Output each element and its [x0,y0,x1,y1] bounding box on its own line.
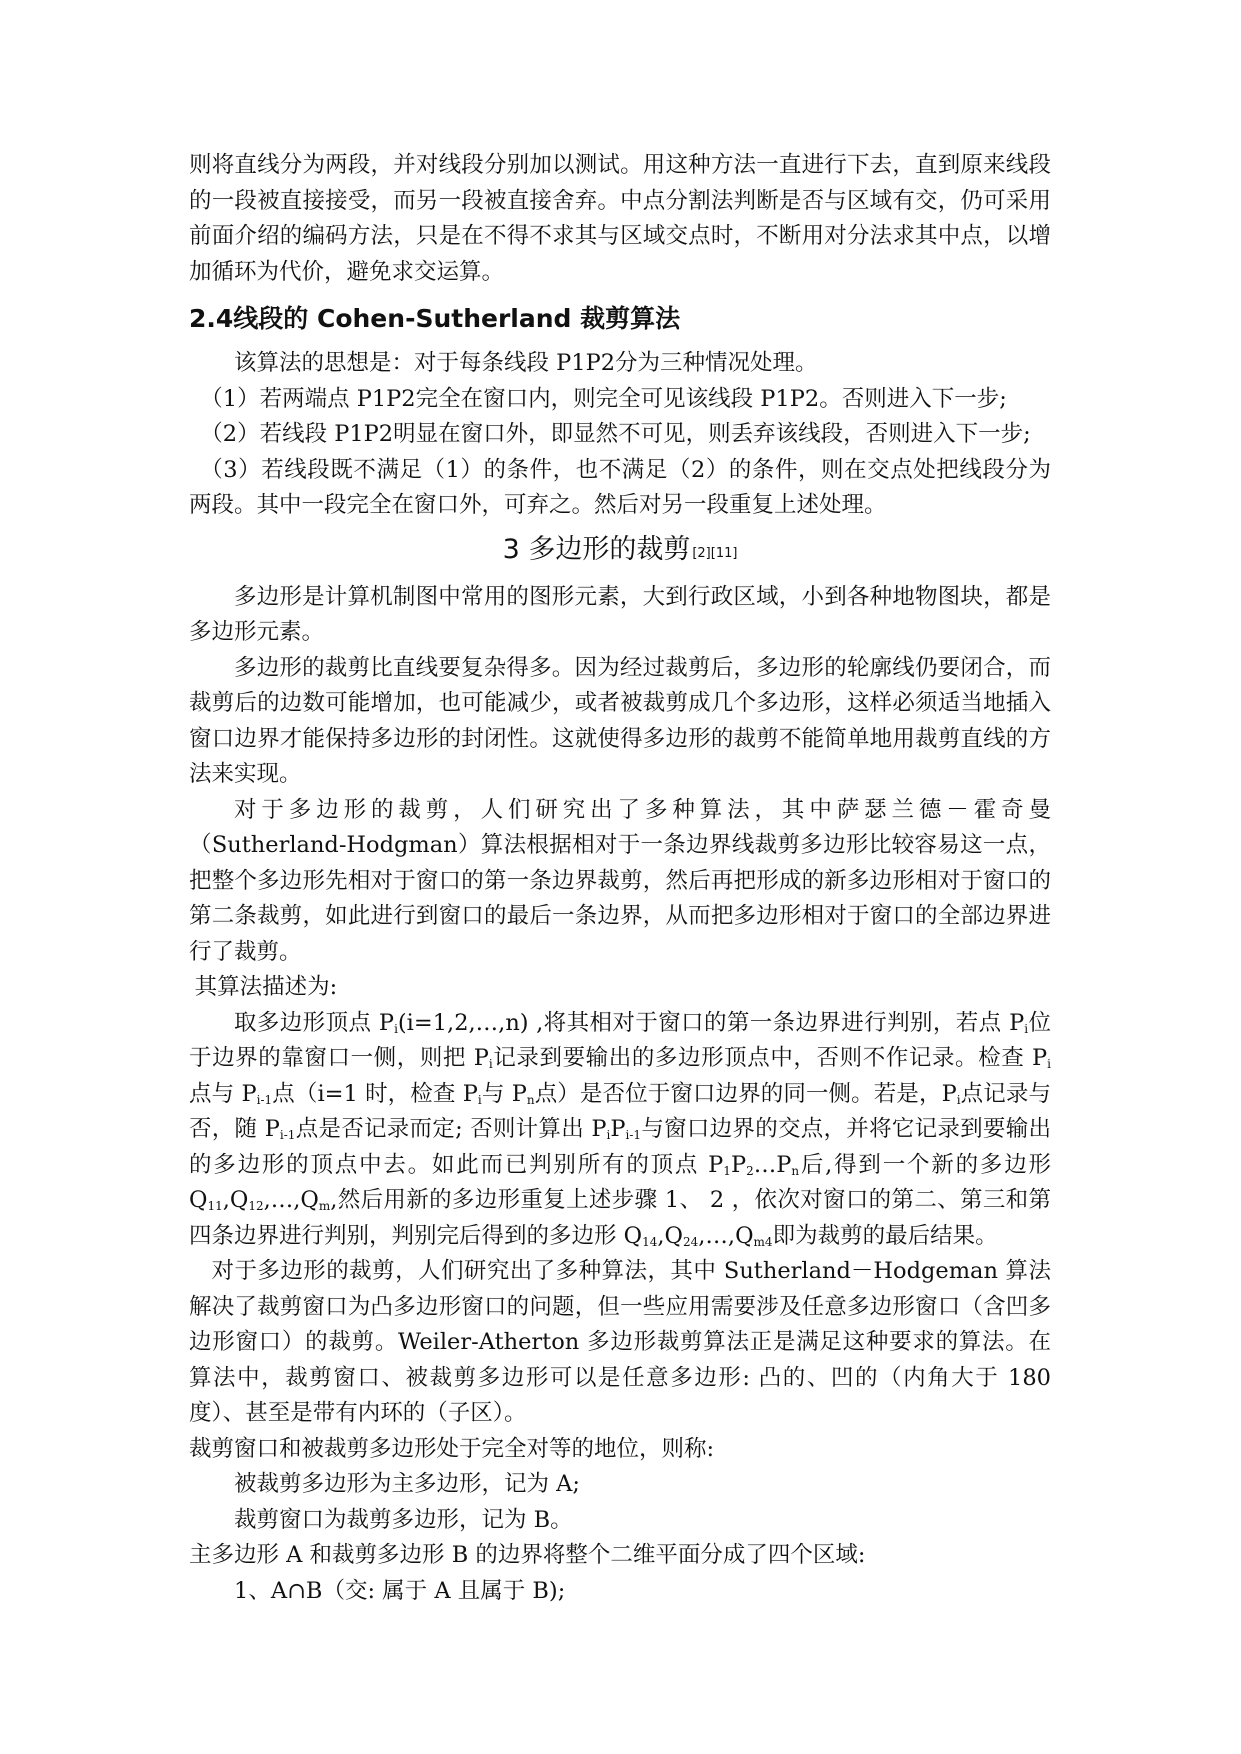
algo-subscript: i [1024,1021,1029,1036]
algo-subscript: i [956,1092,961,1107]
algo-text: 点（i=1 时，检查 P [272,1080,478,1107]
algo-subscript: 2 [746,1163,754,1178]
section-3-heading [189,528,1051,572]
algo-text: ,Q [657,1222,683,1249]
algo-subscript: i-1 [256,1092,273,1107]
algo-text: 点与 P [189,1080,257,1107]
algo-text: 后,得到一个新的多边形 Q [189,1151,1051,1213]
algo-subscript: i [1047,1057,1052,1071]
algorithm-label: 其算法描述为: [194,974,338,1000]
algo-text: 位于边界的靠窗口一侧，则把 P [189,1009,1052,1071]
step-3: （3）若线段既不满足（1）的条件，也不满足（2）的条件，则在交点处把线段分为两段。其中一段完全在窗口外，可弃之。然后对另一段重复上述处理。 [189,456,1051,518]
step-2: （2）若线段 P1P2明显在窗口外，即显然不可见，则丢弃该线段，否则进入下一步; [200,421,1031,447]
algo-text: ,…,Q [698,1222,754,1249]
paragraph-polygon-elements: 多边形是计算机制图中常用的图形元素，大到行政区域，小到各种地物图块，都是多边形元素。 [189,583,1051,645]
paragraph-algorithm [189,1006,1051,1255]
algo-text: ,…,Q [263,1187,319,1213]
region-item-1: 1、A∩B（交: 属于 A 且属于 B); [234,1577,566,1604]
algo-text: 记录到要输出的多边形顶点中，否则不作记录。检查 P [492,1045,1048,1071]
algo-subscript: i-1 [279,1128,296,1142]
paragraph-four-regions: 主多边形 A 和裁剪多边形 B 的边界将整个二维平面分成了四个区域: [189,1542,866,1568]
definition-a: 被裁剪多边形为主多边形，记为 A; [234,1471,580,1497]
algo-text: P [610,1116,626,1142]
algo-text: 取多边形顶点 P [234,1009,395,1036]
paragraph-equal-status: 裁剪窗口和被裁剪多边形处于完全对等的地位，则称: [189,1435,715,1462]
paragraph-weiler-atherton: 对于多边形的裁剪，人们研究出了多种算法，其中 Sutherland－Hodgeman 算法解决了裁剪窗口为凸多边形窗口的问题，但一些应用需要涉及任意多边形窗口（含凹多边形窗口）的裁剪。Weiler-Atherton 多边形裁剪算法正是满足这种要求的算法。在算法中，裁剪窗口、被裁剪多边形可以是任意多边形: 凸的、凹的（内角大于 180 度）、甚至是带有内环的（子区）。 [189,1258,1051,1426]
algo-subscript: n [791,1163,800,1178]
algo-text: 与 P [481,1080,527,1107]
algo-subscript: i [477,1092,482,1107]
page-content [189,148,1051,1609]
algo-text: 与窗口边界的交点，并将它记录到要输出的多边形的顶点中去。如此而已判别所有的顶点 P [189,1116,1051,1178]
algo-subscript: i [606,1128,611,1142]
algo-subscript: i-1 [625,1128,642,1142]
definition-b: 裁剪窗口为裁剪多边形，记为 B。 [234,1506,573,1533]
algo-text: 点）是否位于窗口边界的同一侧。若是，P [534,1080,957,1107]
algo-text: P [730,1151,747,1178]
algo-subscript: n [526,1092,535,1107]
algo-text: ,然后用新的多边形重复上述步骤 1、 2 ，依次对窗口的第二、第三和第四条边界进行判别，判别完后得到的多边形 Q [189,1187,1051,1249]
algo-subscript: 11 [207,1199,223,1213]
algo-text: ,Q [222,1187,249,1213]
algo-subscript: i [394,1021,398,1036]
section-2-4-heading: 2.4线段的 Cohen-Sutherland 裁剪算法 [189,304,681,333]
algo-text: 即为裁剪的最后结果。 [772,1222,998,1249]
section-3-refs: [2][11] [692,545,738,561]
section-2-4-lead: 该算法的思想是：对于每条线段 P1P2分为三种情况处理。 [234,350,818,376]
algo-text: 点记录与否，随 P [189,1080,1051,1142]
algo-subscript: 1 [723,1163,731,1178]
algo-subscript: m [318,1199,331,1213]
algo-subscript: 24 [683,1234,699,1249]
algo-text: 点是否记录而定; 否则计算出 P [295,1116,607,1142]
algo-text: (i=1,2,…,n) ,将其相对于窗口的第一条边界进行判别，若点 P [397,1009,1025,1036]
algo-subscript: 14 [642,1234,658,1249]
paragraph-sutherland-hodgman: 对于多边形的裁剪，人们研究出了多种算法，其中萨瑟兰德－霍奇曼（Sutherland-Hodgman）算法根据相对于一条边界线裁剪多边形比较容易这一点，把整个多边形先相对于窗口的第一条边界裁剪，然后再把形成的新多边形相对于窗口的第二条裁剪，如此进行到窗口的最后一条边界，从而把多边形相对于窗口的全部边界进行了裁剪。 [189,796,1051,965]
intro-paragraph: 则将直线分为两段，并对线段分别加以测试。用这种方法一直进行下去，直到原来线段的一段被直接接受，而另一段被直接舍弃。中点分割法判断是否与区域有交，仍可采用前面介绍的编码方法，只是在不得不求其与区域交点时，不断用对分法求其中点，以增加循环为代价，避免求交运算。 [189,152,1051,285]
algo-subscript: m4 [753,1234,773,1249]
algo-text: …P [753,1151,792,1178]
step-1: （1）若两端点 P1P2完全在窗口内，则完全可见该线段 P1P2。否则进入下一步; [200,385,1007,412]
section-3-title: 3 多边形的裁剪 [502,533,691,565]
algo-subscript: 12 [248,1199,264,1213]
algo-subscript: i [488,1057,493,1071]
paragraph-polygon-complexity: 多边形的裁剪比直线要复杂得多。因为经过裁剪后，多边形的轮廓线仍要闭合，而裁剪后的边数可能增加，也可能减少，或者被裁剪成几个多边形，这样必须适当地插入窗口边界才能保持多边形的封闭性。这就使得多边形的裁剪不能简单地用裁剪直线的方法来实现。 [189,654,1051,787]
